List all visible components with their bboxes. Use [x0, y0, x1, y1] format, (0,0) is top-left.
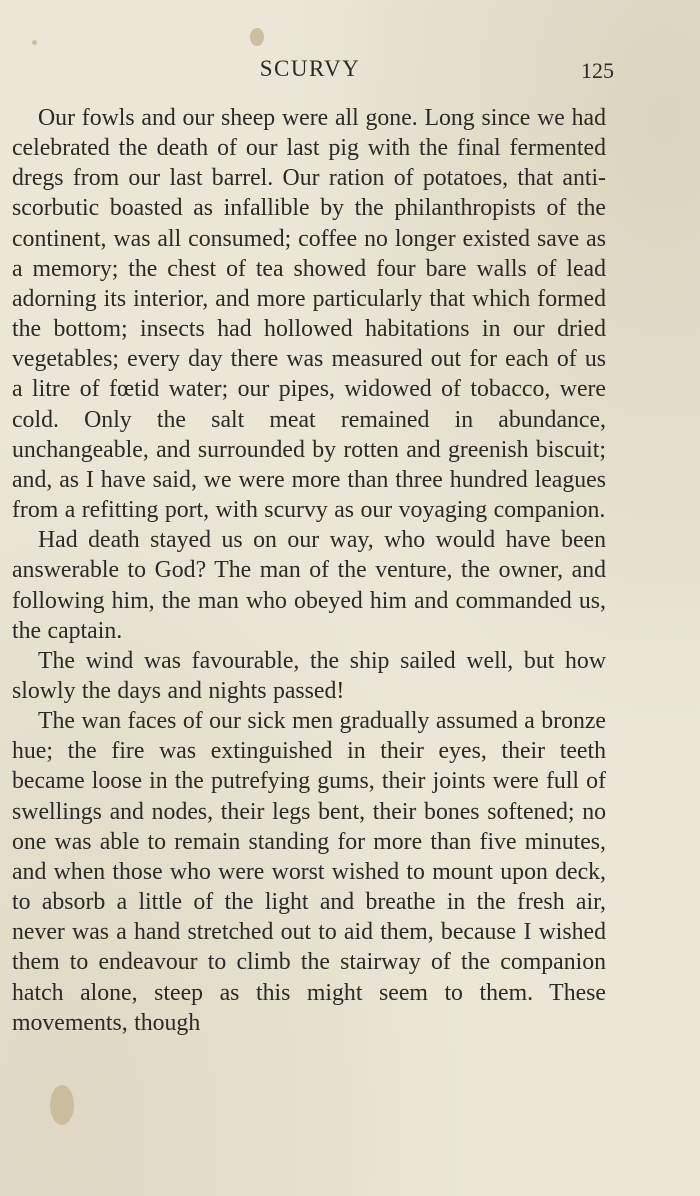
foxing-spot — [50, 1085, 74, 1125]
running-title: SCURVY — [259, 56, 361, 81]
foxing-spot — [32, 40, 37, 45]
paragraph: The wan faces of our sick men gradually assumed a bronze hue; the fire was extinguished in their eyes, their teeth became loose in the putrefying gums, their joints were full of swellings and nodes, their legs bent, their bones softened; no one was able to remain standing for more than five minutes, and when those who were worst wished to mount upon deck, to absorb a little of the light and breathe in the fresh air, never was a hand stretched out to aid them, because I wished them to endeavour to climb the stairway of the companion hatch alone, steep as this might seem to them. These movements, though — [12, 708, 606, 1036]
page-header — [0, 56, 700, 90]
paragraph: Our fowls and our sheep were all gone. Long since we had celebrated the death of our last pig with the final fermented dregs from our last barrel. Our ration of potatoes, that anti-scorbutic boasted as infallible by the philanthropists of the continent, was all consumed; coffee no longer existed save as a memory; the chest of tea showed four bare walls of lead adorning its interior, and more particularly that which formed the bottom; insects had hollowed habitations in our dried vegetables; every day there was measured out for each of us a litre of fœtid water; our pipes, widowed of tobacco, were cold. Only the salt meat remained in abundance, unchangeable, and surrounded by rotten and greenish biscuit; and, as I have said, we were more than three hundred leagues from a refitting port, with scurvy as our voyaging companion. — [12, 105, 606, 524]
body-text — [12, 103, 606, 1038]
page-number: 125 — [581, 58, 614, 83]
foxing-spot — [250, 28, 264, 46]
paragraph: Had death stayed us on our way, who would have been answerable to God? The man of the venture, the owner, and following him, the man who obeyed him and commanded us, the captain. — [12, 527, 606, 644]
paragraph: The wind was favourable, the ship sailed well, but how slowly the days and nights passed! — [12, 647, 606, 704]
